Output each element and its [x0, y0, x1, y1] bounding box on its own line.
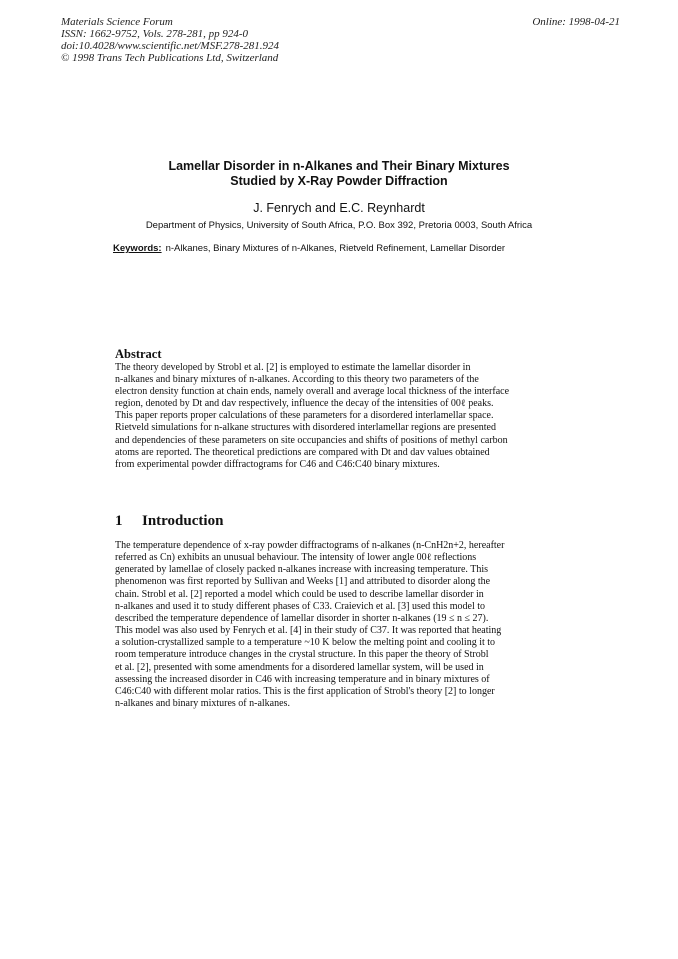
body-line: This model was also used by Fenrych et al. [4] in their study of C37. It was reported that heating	[115, 625, 502, 637]
keywords-label: Keywords:	[113, 243, 162, 254]
body-line: n-alkanes and binary mixtures of n-alkanes.	[115, 698, 290, 710]
section-number: 1	[115, 513, 123, 529]
keywords	[113, 243, 505, 255]
abstract-line: The theory developed by Strobl et al. [2] is employed to estimate the lamellar disorder in	[115, 362, 471, 373]
body-line: referred as Cn) exhibits an unusual behaviour. The intensity of lower angle 00ℓ reflections	[115, 552, 477, 564]
affiliation: Department of Physics, University of South Africa, P.O. Box 392, Pretoria 0003, South Africa	[145, 220, 533, 231]
copyright-line: © 1998 Trans Tech Publications Ltd, Switzerland	[61, 52, 279, 64]
section-title: Introduction	[142, 513, 224, 529]
doi-link[interactable]: doi:10.4028/www.scientific.net/MSF.278-281.924	[61, 40, 280, 52]
issn-line: ISSN: 1662-9752, Vols. 278-281, pp 924-0	[61, 28, 248, 40]
abstract-line: atoms are reported. The theoretical predictions are compared with Dt and dav values obtained	[115, 446, 490, 458]
introduction-section	[115, 512, 563, 710]
body-line: described the temperature dependence of lamellar disorder in shorter n-alkanes (19 ≤ n ≤ 27).	[115, 612, 489, 624]
body-line: assessing the increased disorder in C46 with increasing temperature and in binary mixtures of	[115, 673, 490, 685]
body-line: The temperature dependence of x-ray powder diffractograms of n-alkanes (n-CnH2n+2, hereafter	[115, 540, 505, 551]
abstract-line: from experimental powder diffractograms for C46 and C46:C40 binary mixtures.	[115, 458, 440, 470]
abstract-line: This paper reports proper calculations of these parameters for a disordered interlamellar space.	[115, 410, 494, 422]
abstract-line: electron density function at chain ends, namely overall and average local thickness of the interface	[115, 386, 510, 398]
abstract-line: and dependencies of these parameters on site occupancies and shifts of positions of methyl carbon	[115, 434, 508, 446]
paper-title	[60, 159, 618, 189]
body-line: phenomenon was first reported by Sullivan and Weeks [1] and attributed to disorder along the	[115, 576, 491, 588]
body-line: n-alkanes and used it to study different phases of C33. Craievich et al. [3] used this model to	[115, 600, 486, 612]
abstract-line: Rietveld simulations for n-alkane structures with disordered interlamellar regions are presented	[115, 422, 496, 434]
abstract-heading: Abstract	[115, 347, 162, 361]
body-line: generated by lamellae of closely packed n-alkanes increase with increasing temperature. This	[115, 564, 488, 576]
body-line: C46:C40 with different molar ratios. This is the first application of Strobl's theory [2] to longer	[115, 685, 495, 697]
keywords-text: n-Alkanes, Binary Mixtures of n-Alkanes, Rietveld Refinement, Lamellar Disorder	[165, 243, 506, 254]
title-line: Lamellar Disorder in n-Alkanes and Their Binary Mixtures	[168, 159, 510, 173]
authors: J. Fenrych and E.C. Reynhardt	[253, 201, 425, 215]
title-line: Studied by X-Ray Powder Diffraction	[230, 174, 448, 188]
body-line: a solution-crystallized sample to a temperature ~10 K below the melting point and cooling it to	[115, 637, 496, 649]
body-line: chain. Strobl et al. [2] reported a model which could be used to describe lamellar disorder in	[115, 588, 484, 600]
body-line: et al. [2], presented with some amendments for a disordered lamellar system, will be used in	[115, 661, 484, 673]
journal-header	[61, 16, 279, 64]
body-line: room temperature introduce changes in the crystal structure. In this paper the theory of Strobl	[115, 649, 489, 661]
online-date: Online: 1998-04-21	[532, 16, 620, 28]
abstract-section	[115, 347, 563, 471]
section-heading	[115, 512, 563, 530]
journal-name: Materials Science Forum	[61, 16, 173, 28]
abstract-line: region, denoted by Dt and dav respectively, influence the decay of the intensities of 00ℓ peaks.	[115, 398, 494, 410]
abstract-line: n-alkanes and binary mixtures of n-alkanes. According to this theory two parameters of the	[115, 374, 479, 386]
